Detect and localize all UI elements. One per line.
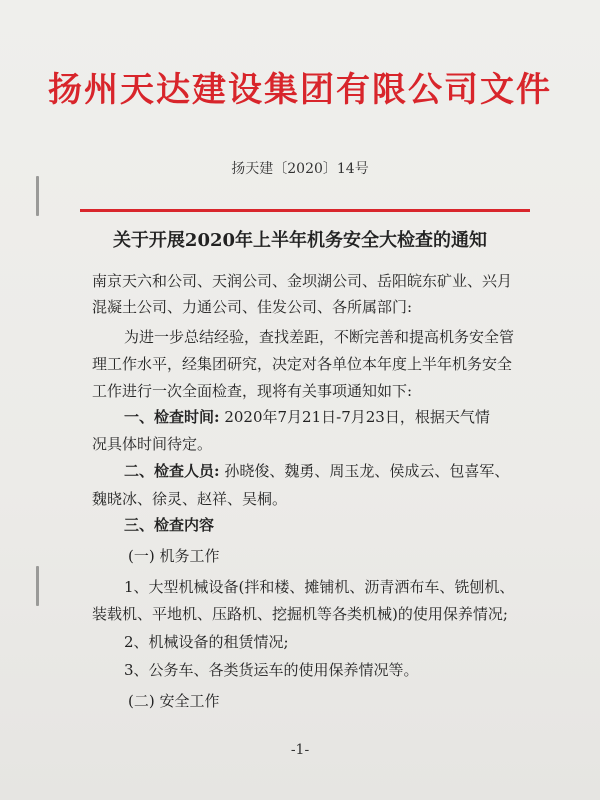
recipients-line-2: 混凝土公司、力通公司、佳发公司、各所属部门: (92, 298, 413, 316)
staple-bottom (36, 566, 39, 606)
staple-top (36, 176, 39, 216)
intro-line-1: 为进一步总结经验，查找差距，不断完善和提高机务安全管 (124, 328, 515, 346)
section-3-heading: 三、检查内容 (124, 516, 215, 534)
item-2: 2、机械设备的租赁情况; (124, 633, 289, 651)
intro-line-2: 理工作水平，经集团研究，决定对各单位本年度上半年机务安全 (92, 355, 513, 373)
section-1-text: 2020年7月21日-7月23日，根据天气情 (224, 408, 490, 426)
recipients-line-1: 南京天六和公司、天润公司、金坝湖公司、岳阳皖东矿业、兴月 (92, 272, 513, 290)
notice-title: 关于开展2020年上半年机务安全大检查的通知 (112, 230, 488, 251)
item-3: 3、公务车、各类货运车的使用保养情况等。 (124, 661, 419, 679)
item-1-line-2: 装载机、平地机、压路机、挖掘机等各类机械)的使用保养情况; (92, 605, 508, 623)
section-1 (124, 406, 490, 427)
section-1-line-2: 况具体时间待定。 (92, 435, 213, 453)
section-2-line-2: 魏晓冰、徐灵、赵祥、吴桐。 (92, 490, 288, 508)
section-1-heading: 一、检查时间: (124, 408, 220, 426)
intro-line-3: 工作进行一次全面检查，现将有关事项通知如下: (92, 382, 413, 400)
section-2-text: 孙晓俊、魏勇、周玉龙、侯成云、包喜军、 (224, 462, 510, 480)
subsection-2-title: (二) 安全工作 (128, 692, 220, 710)
red-divider-rule (80, 209, 530, 212)
document-header-title: 扬州天达建设集团有限公司文件 (48, 70, 552, 110)
section-2-heading: 二、检查人员: (124, 462, 220, 480)
section-2 (124, 460, 509, 481)
page-number: -1- (290, 742, 310, 758)
item-1-line-1: 1、大型机械设备(拌和楼、摊铺机、沥青洒布车、铣刨机、 (124, 578, 515, 596)
document-number: 扬天建〔2020〕14号 (231, 161, 369, 177)
subsection-1-title: (一) 机务工作 (128, 547, 220, 565)
